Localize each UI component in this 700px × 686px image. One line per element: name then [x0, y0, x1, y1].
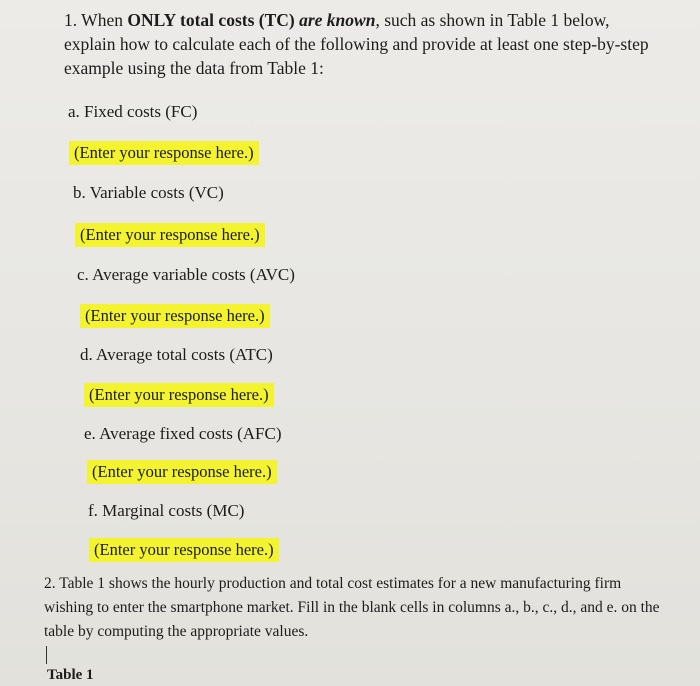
item-a-response-field[interactable]: (Enter your response here.) [69, 141, 259, 165]
item-b-response-field[interactable]: (Enter your response here.) [75, 223, 265, 247]
item-e-label: e. Average fixed costs (AFC) [84, 424, 282, 443]
item-b-label: b. Variable costs (VC) [73, 183, 224, 202]
question-1-text: 1. When ONLY total costs (TC) are known, such as shown in Table 1 below, explain how to calculate each of the following and provide at least one step-by-step example using the data from Table 1: [64, 10, 649, 78]
item-f-response-field[interactable]: (Enter your response here.) [89, 538, 279, 562]
item-c-response-field[interactable]: (Enter your response here.) [80, 304, 270, 328]
item-a-label: a. Fixed costs (FC) [68, 102, 198, 121]
item-f-label: f. Marginal costs (MC) [88, 501, 245, 520]
text-cursor [46, 646, 47, 664]
table-label: Table 1 [47, 667, 94, 683]
question-2-text: 2. Table 1 shows the hourly production and total cost estimates for a new manufacturing firm wishing to enter the smartphone market. Fill in the blank cells in columns a., b., c., d., and e. on the table by computing the appropriate values. [44, 575, 660, 640]
item-e-response-field[interactable]: (Enter your response here.) [87, 460, 277, 484]
item-d-label: d. Average total costs (ATC) [80, 345, 273, 364]
item-d-response-field[interactable]: (Enter your response here.) [84, 383, 274, 407]
item-c-label: c. Average variable costs (AVC) [77, 265, 295, 284]
